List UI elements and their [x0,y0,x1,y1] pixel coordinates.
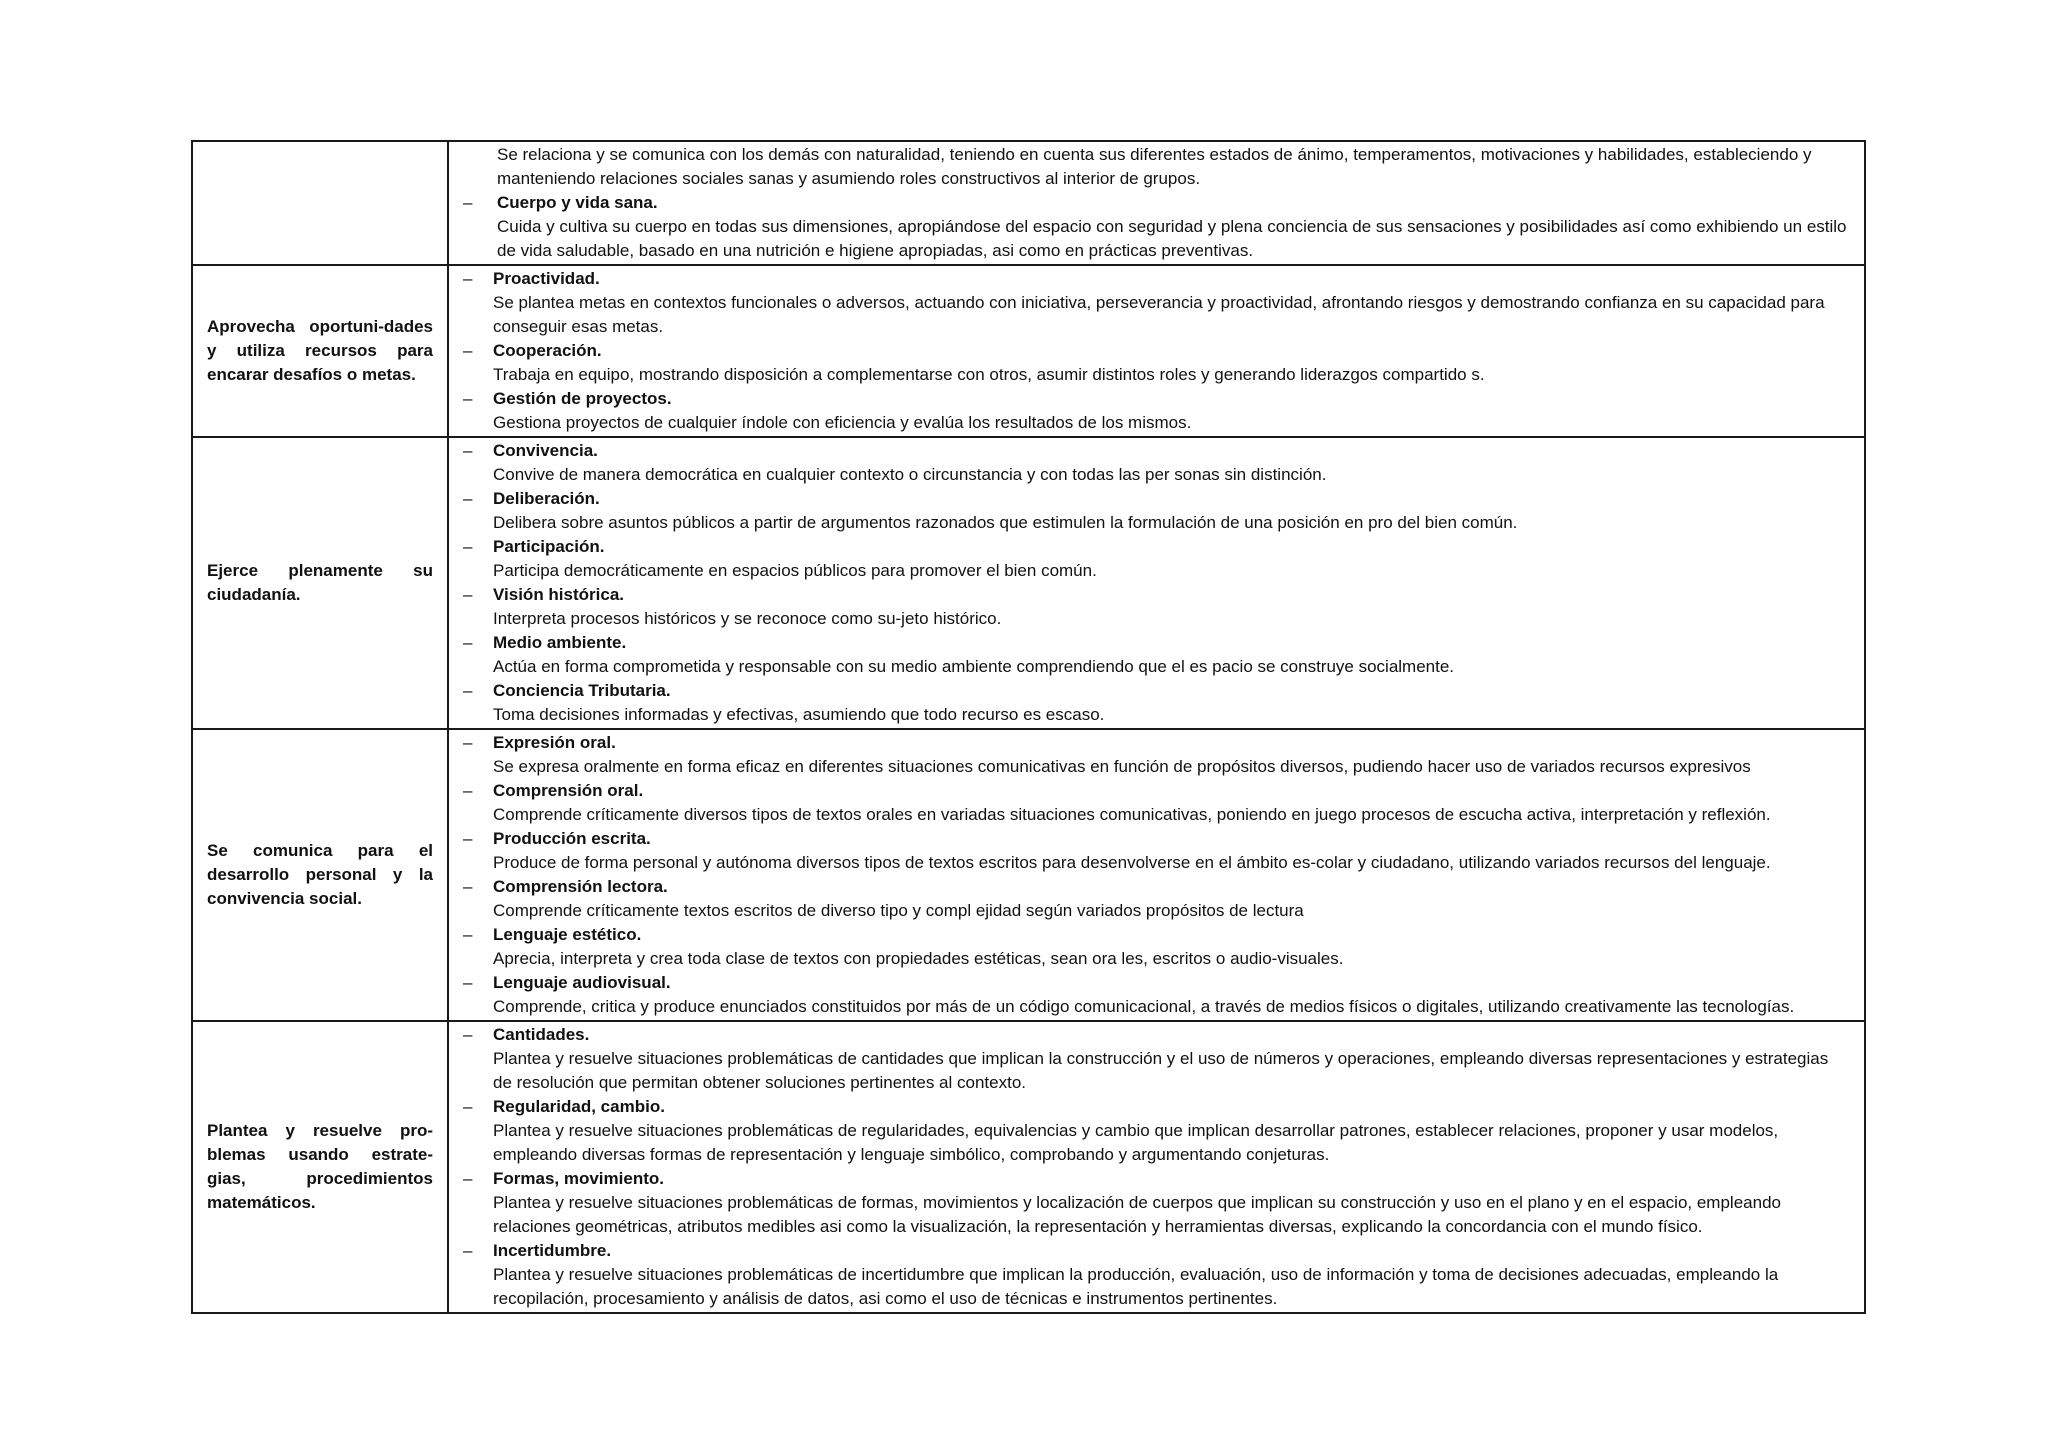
capability-title: Incertidumbre. [493,1241,612,1260]
competency-label: Plantea y resuelve pro-blemas usando estrate-gias, procedimientos matemáticos. [192,1021,448,1313]
capability-item [463,267,1850,339]
capability-description: Plantea y resuelve situaciones problemáticas de cantidades que implican la construcción y el uso de números y operaciones, empleando diversas representaciones y estrategias de resolución que permitan obtener soluciones pertinentes al contexto. [493,1049,1829,1092]
capability-title: Expresión oral. [493,733,616,752]
capability-item [463,1167,1850,1239]
capability-description: Plantea y resuelve situaciones problemáticas de incertidumbre que implican la producción, evaluación, uso de información y toma de decisiones adecuadas, empleando la recopilación, procesamiento y análisis de datos, asi como el uso de técnicas e instrumentos pertinentes. [493,1265,1779,1308]
capability-description: Comprende críticamente diversos tipos de textos orales en variadas situaciones comunicativas, poniendo en juego procesos de escucha activa, interpretación y reflexión. [493,805,1771,824]
dash-bullet: – [463,389,473,408]
continued-description: Se relaciona y se comunica con los demás con naturalidad, teniendo en cuenta sus diferentes estados de ánimo, temperamentos, motivaciones y habilidades, estableciendo y manteniendo relaciones sociales sanas y asumiendo roles constructivos al interior de grupos. [497,145,1812,188]
capability-description: Se expresa oralmente en forma eficaz en diferentes situaciones comunicativas en función de propósitos diversos, pudiendo hacer uso de variados recursos expresivos [493,757,1751,776]
capability-title: Visión histórica. [493,585,625,604]
capability-title: Cuerpo y vida sana. [497,193,658,212]
capability-description: Cuida y cultiva su cuerpo en todas sus dimensiones, apropiándose del espacio con seguridad y plena conciencia de sus sensaciones y posibilidades así como exhibiendo un estilo de vida saludable, basado en una nutrición e higiene apropiadas, asi como en prácticas preventivas. [497,217,1847,260]
dash-bullet: – [463,781,473,800]
competency-label [192,141,448,265]
capability-title: Producción escrita. [493,829,651,848]
capability-title: Cantidades. [493,1025,590,1044]
competency-details [448,729,1865,1021]
dash-bullet: – [463,1097,473,1116]
capability-title: Convivencia. [493,441,598,460]
capability-description: Comprende críticamente textos escritos de diverso tipo y compl ejidad según variados propósitos de lectura [493,901,1304,920]
capability-title: Participación. [493,537,605,556]
dash-bullet: – [463,489,473,508]
capability-item [463,387,1850,435]
capability-item [463,1239,1850,1311]
capability-title: Conciencia Tributaria. [493,681,671,700]
capability-item [463,535,1850,583]
capability-item [463,1023,1850,1095]
competency-label: Se comunica para el desarrollo personal y la convivencia social. [192,729,448,1021]
capability-description: Toma decisiones informadas y efectivas, asumiendo que todo recurso es escaso. [493,705,1105,724]
capability-description: Plantea y resuelve situaciones problemáticas de regularidades, equivalencias y cambio que implican desarrollar patrones, establecer relaciones, proponer y usar modelos, empleando diversas formas de representación y lenguaje simbólico, comprobando y argumentando conjeturas. [493,1121,1779,1164]
capability-item [463,191,1850,263]
capability-title: Proactividad. [493,269,600,288]
capability-description: Aprecia, interpreta y crea toda clase de textos con propiedades estéticas, sean ora les, escritos o audio-visuales. [493,949,1344,968]
dash-bullet: – [463,269,473,288]
capability-title: Comprensión lectora. [493,877,668,896]
capability-title: Lenguaje audiovisual. [493,973,671,992]
competency-label: Aprovecha oportuni-dades y utiliza recursos para encarar desafíos o metas. [192,265,448,437]
capability-item [463,971,1850,1019]
capability-item [463,875,1850,923]
dash-bullet: – [463,193,473,212]
table-row [192,141,1865,265]
capability-title: Formas, movimiento. [493,1169,664,1188]
dash-bullet: – [463,829,473,848]
capability-item [463,339,1850,387]
capability-description: Interpreta procesos históricos y se reconoce como su-jeto histórico. [493,609,1002,628]
table-body [192,141,1865,1313]
capability-item [463,923,1850,971]
competency-label: Ejerce plenamente su ciudadanía. [192,437,448,729]
dash-bullet: – [463,1169,473,1188]
capability-item [463,487,1850,535]
table-row [192,437,1865,729]
competency-details [448,437,1865,729]
capability-title: Deliberación. [493,489,600,508]
capability-description: Produce de forma personal y autónoma diversos tipos de textos escritos para desenvolverse en el ámbito es-colar y ciudadano, utilizando variados recursos del lenguaje. [493,853,1771,872]
capability-description: Plantea y resuelve situaciones problemáticas de formas, movimientos y localización de cuerpos que implican su construcción y uso en el plano y en el espacio, empleando relaciones geométricas, atributos medibles asi como la visualización, la representación y herramientas diversas, explicando la concordancia con el mundo físico. [493,1193,1781,1236]
capability-title: Gestión de proyectos. [493,389,672,408]
capability-description: Comprende, critica y produce enunciados constituidos por más de un código comunicacional, a través de medios físicos o digitales, utilizando creativamente las tecnologías. [493,997,1795,1016]
capability-item [463,827,1850,875]
capability-item [463,779,1850,827]
table-row [192,1021,1865,1313]
dash-bullet: – [463,1241,473,1260]
dash-bullet: – [463,633,473,652]
capability-item [463,583,1850,631]
capability-title: Cooperación. [493,341,602,360]
capability-item [463,1095,1850,1167]
capability-item [463,731,1850,779]
competency-details [448,1021,1865,1313]
capability-description: Participa democráticamente en espacios públicos para promover el bien común. [493,561,1097,580]
competencies-table [191,140,1866,1314]
dash-bullet: – [463,973,473,992]
table-row [192,729,1865,1021]
dash-bullet: – [463,733,473,752]
capability-description: Convive de manera democrática en cualquier contexto o circunstancia y con todas las per sonas sin distinción. [493,465,1327,484]
dash-bullet: – [463,341,473,360]
table-row [192,265,1865,437]
dash-bullet: – [463,537,473,556]
dash-bullet: – [463,925,473,944]
capability-description: Se plantea metas en contextos funcionales o adversos, actuando con iniciativa, perseverancia y proactividad, afrontando riesgos y demostrando confianza en su capacidad para conseguir esas metas. [493,293,1825,336]
capability-item [463,679,1850,727]
dash-bullet: – [463,585,473,604]
capability-item [463,439,1850,487]
dash-bullet: – [463,441,473,460]
capability-item [463,631,1850,679]
capability-description: Delibera sobre asuntos públicos a partir de argumentos razonados que estimulen la formulación de una posición en pro del bien común. [493,513,1518,532]
capability-description: Actúa en forma comprometida y responsable con su medio ambiente comprendiendo que el es pacio se construye socialmente. [493,657,1455,676]
capability-title: Medio ambiente. [493,633,627,652]
capability-description: Gestiona proyectos de cualquier índole con eficiencia y evalúa los resultados de los mismos. [493,413,1192,432]
capability-title: Comprensión oral. [493,781,644,800]
dash-bullet: – [463,877,473,896]
dash-bullet: – [463,681,473,700]
capability-description: Trabaja en equipo, mostrando disposición a complementarse con otros, asumir distintos roles y generando liderazgos compartido s. [493,365,1485,384]
dash-bullet: – [463,1025,473,1044]
competency-details [448,141,1865,265]
capability-title: Regularidad, cambio. [493,1097,665,1116]
capability-title: Lenguaje estético. [493,925,642,944]
competency-details [448,265,1865,437]
